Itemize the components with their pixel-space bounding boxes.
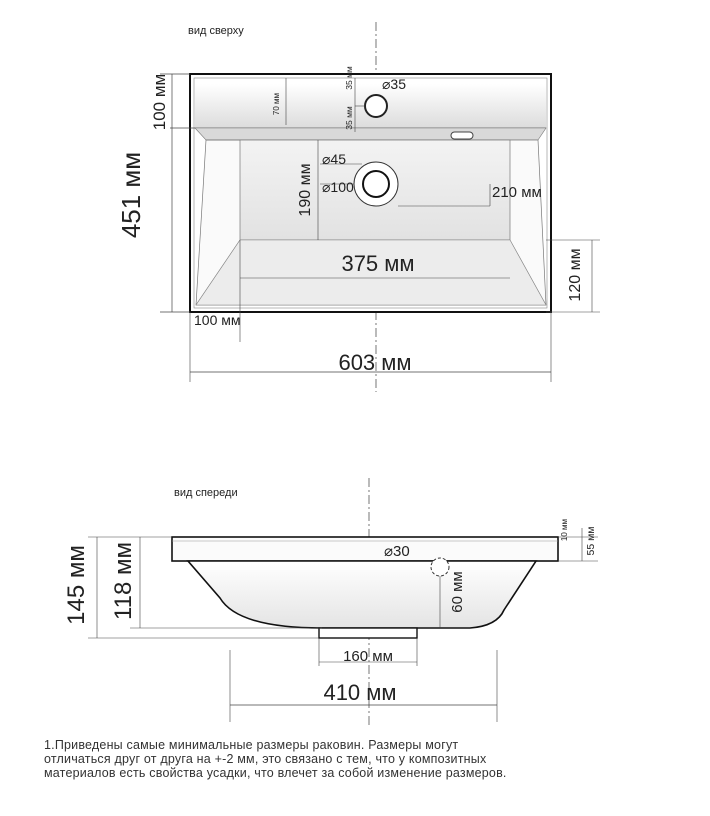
- tap-hole: [365, 95, 387, 117]
- dim-depth-total: 451 мм: [116, 151, 146, 239]
- dim-height-total: 145 мм: [63, 545, 90, 625]
- front-rim: [172, 537, 558, 561]
- dim-rim-height: 55 мм: [585, 526, 597, 556]
- front-view: [63, 478, 598, 728]
- overflow-slot: [451, 132, 473, 139]
- front-bowl-body: [188, 561, 536, 628]
- dim-left-edge: 100 мм: [194, 312, 241, 328]
- dim-tap-offset: 70 мм: [272, 92, 281, 116]
- dim-shelf: 100 мм: [150, 73, 169, 131]
- front-drain: [319, 628, 417, 638]
- dim-overflow-dia: ⌀30: [384, 543, 410, 560]
- footnote-line-3: материалов есть свойства усадки, что влечет за собой изменение размеров.: [44, 766, 507, 780]
- drain-inner-circle: [363, 171, 389, 197]
- dim-bottom-width: 410 мм: [323, 680, 397, 705]
- dim-drain-width: 160 мм: [343, 648, 393, 665]
- dim-tap-b: 35 мм: [344, 106, 354, 130]
- dim-drain-inner: ⌀45: [322, 151, 347, 167]
- dim-width-total: 603 мм: [338, 350, 412, 375]
- dim-tap-dia: ⌀35: [382, 76, 407, 92]
- dim-drain-outer: ⌀100: [322, 179, 354, 195]
- dim-height-bowl: 118 мм: [110, 542, 137, 620]
- footnote-line-2: отличаться друг от друга на +-2 мм, это связано с тем, что у композитных: [44, 752, 487, 766]
- dim-side-offset: 210 мм: [492, 184, 542, 201]
- dim-overflow-height: 60 мм: [449, 571, 466, 613]
- top-view: [116, 22, 600, 392]
- footnote-line-1: 1.Приведены самые минимальные размеры раковин. Размеры могут: [44, 738, 459, 752]
- overflow-hole: [431, 558, 449, 576]
- footnote: [44, 738, 684, 780]
- dim-front-edge: 120 мм: [567, 248, 584, 302]
- dim-bowl-depth: 190 мм: [297, 163, 314, 217]
- dim-tap-a: 35 мм: [344, 66, 354, 90]
- top-shelf-slope: [195, 128, 546, 140]
- front-view-title: вид спереди: [174, 487, 238, 499]
- top-view-title: вид сверху: [188, 25, 244, 37]
- dim-bowl-width: 375 мм: [341, 251, 415, 276]
- dim-rim-thin: 10 мм: [560, 518, 569, 542]
